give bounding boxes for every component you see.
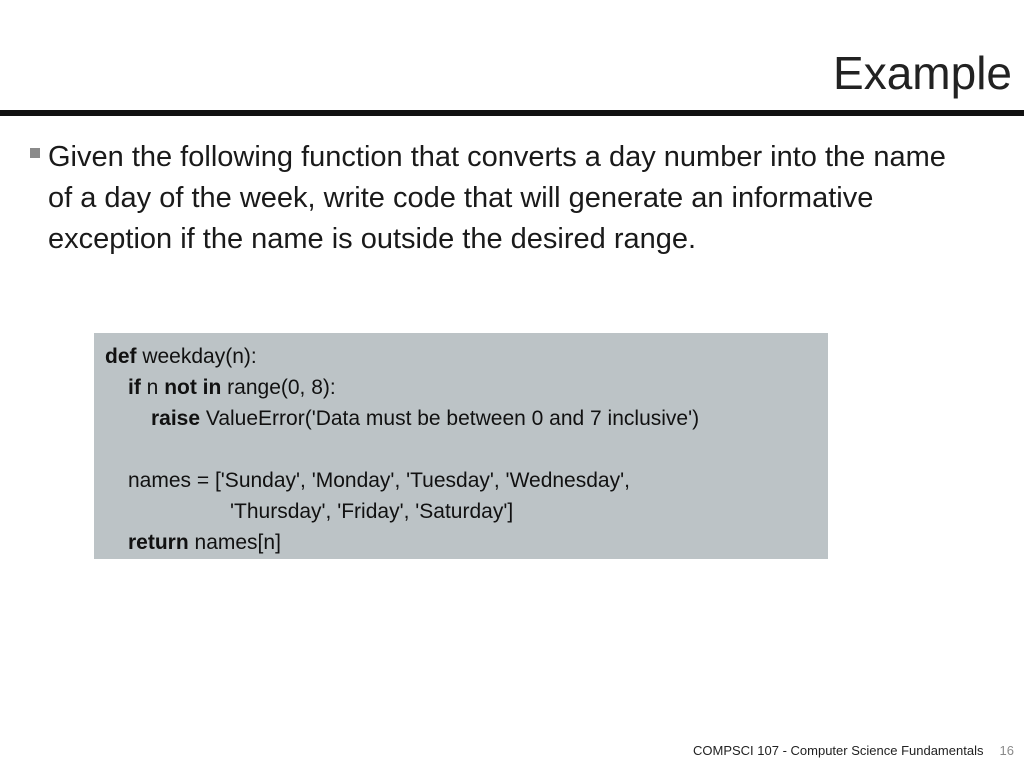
code-line-blank — [105, 434, 828, 465]
keyword-not-in: not in — [164, 376, 222, 399]
keyword-raise: raise — [151, 407, 201, 430]
bullet-text: Given the following function that converts a day number into the name of a day of the week, write code that will generate an informative exception if the name is outside the desired range. — [48, 141, 946, 255]
code-line-names-cont: 'Thursday', 'Friday', 'Saturday'] — [230, 500, 514, 523]
code-line-if — [105, 372, 828, 403]
title-divider — [0, 110, 1024, 116]
footer-course: COMPSCI 107 - Computer Science Fundamentals — [693, 743, 984, 758]
code-text: weekday(n): — [136, 345, 257, 368]
code-text: names[n] — [188, 531, 281, 554]
code-text: n — [140, 376, 165, 399]
code-line-raise — [105, 403, 828, 434]
code-line-def — [105, 341, 828, 372]
slide-title: Example — [833, 47, 1012, 99]
code-line-return — [105, 527, 828, 558]
keyword-if: if — [128, 376, 141, 399]
code-text: range(0, 8): — [221, 376, 336, 399]
code-block — [94, 333, 828, 559]
keyword-return: return — [128, 531, 189, 554]
bullet-item — [28, 137, 988, 260]
code-line-names: names = ['Sunday', 'Monday', 'Tuesday', 'Wednesday', — [128, 469, 630, 492]
keyword-def: def — [105, 345, 137, 368]
code-text: ValueError('Data must be between 0 and 7 inclusive') — [200, 407, 700, 430]
page-number: 16 — [999, 743, 1014, 758]
square-bullet-icon — [30, 148, 40, 158]
